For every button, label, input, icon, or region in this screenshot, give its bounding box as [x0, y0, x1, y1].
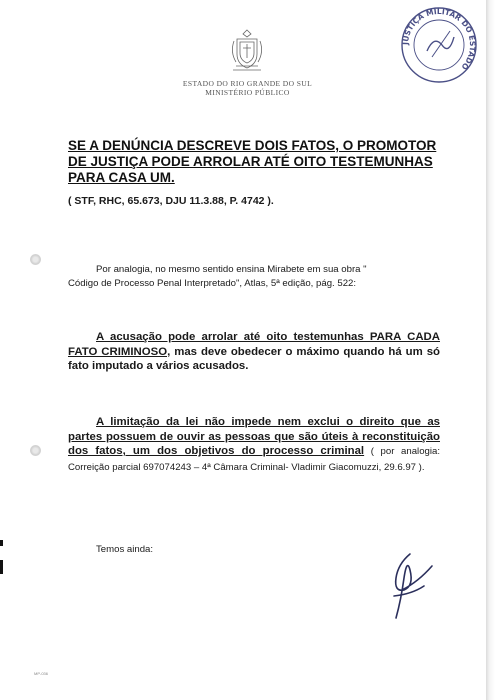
analogy-line-1: Por analogia, no mesmo sentido ensina Mirabete em sua obra "	[96, 264, 367, 275]
analogy-line-2: Código de Processo Penal Interpretado", Atlas, 5ª edição, pág. 522:	[68, 277, 357, 289]
quote-paragraph-2	[68, 415, 440, 475]
case-citation: ( STF, RHC, 65.673, DJU 11.3.88, P. 4742 ).	[68, 195, 274, 207]
page-title: SE A DENÚNCIA DESCREVE DOIS FATOS, O PROMOTOR DE JUSTIÇA PODE ARROLAR ATÉ OITO TESTEMUNHAS PARA CASA UM.	[68, 138, 437, 185]
quote-paragraph-1	[68, 330, 440, 374]
ministry-name: MINISTÉRIO PÚBLICO	[205, 88, 290, 97]
handwritten-signature	[374, 548, 444, 628]
svg-text:JUSTIÇA MILITAR DO ESTADO	[401, 7, 477, 71]
analogy-paragraph	[68, 263, 438, 290]
page-edge	[486, 0, 495, 700]
seal-text: JUSTIÇA MILITAR DO ESTADO	[400, 6, 478, 72]
binder-hole	[30, 445, 41, 456]
edge-mark	[0, 540, 3, 546]
quote-2-underlined: A limitação da lei não impede nem exclui o direito que as partes possuem de ouvir as pessoas que são úteis à reconstituição dos fatos, um dos objetivos do processo criminal	[68, 416, 440, 457]
binder-hole	[30, 254, 41, 265]
edge-mark	[0, 560, 3, 574]
state-name: ESTADO DO RIO GRANDE DO SUL	[182, 79, 313, 88]
quote-1-rest: mas deve obedecer o máximo quando há um só fato imputado a vários acusados.	[68, 345, 440, 372]
form-code: MP-036	[34, 671, 49, 676]
closing-line: Temos ainda:	[96, 544, 154, 555]
coat-of-arms-icon	[228, 28, 266, 74]
court-seal-stamp	[394, 5, 484, 85]
quote-2-reference: ( por analogia: Correição parcial 697074243 – 4ª Câmara Criminal- Vladimir Giacomuzzi, 29.6.97 ).	[68, 446, 440, 473]
quote-1-underlined: A acusação pode arrolar até oito testemunhas PARA CADA FATO CRIMINOSO,	[68, 331, 440, 358]
